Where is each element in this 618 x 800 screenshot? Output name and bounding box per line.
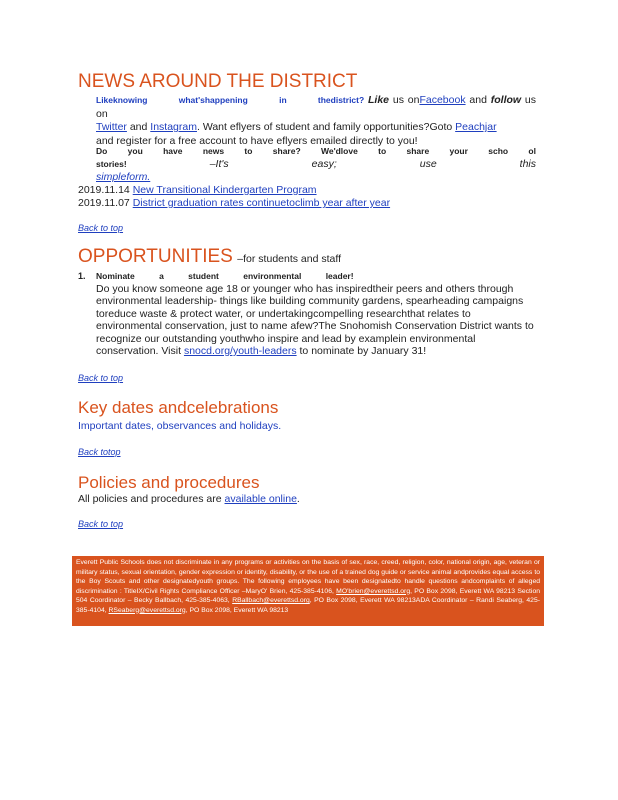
key-dates-subtitle: Important dates, observances and holidays. [78,420,282,432]
twitter-link[interactable]: Twitter [96,121,127,133]
opportunity-item-title: Nominate a student environmental leader! [96,271,354,281]
news-paragraph-2 [96,145,536,184]
eflyers-text: . Want eflyers of student and family opportunities?Goto [196,121,453,133]
back-to-top-link[interactable]: Back to top [78,223,124,233]
opportunity-item-tail: to nominate by January 31! [299,345,427,357]
policies-text: All policies and procedures are [78,493,222,505]
register-text: and register for a free account to have eflyers emailed directly to you! [96,134,418,147]
youth-leaders-link[interactable]: snocd.org/youth-leaders [183,345,297,357]
news-paragraph-1 [96,94,536,148]
back-to-top-link[interactable]: Back to top [78,373,124,383]
and-text-2: and [129,121,148,133]
seaberg-email-link[interactable]: RSeaberg@everettsd.org [108,606,186,614]
news-heading: NEWS AROUND THE DISTRICT [78,71,358,92]
and-text: and [469,94,487,106]
news-item-date: 2019.11.14 [78,184,130,196]
like-text: Like [368,94,390,106]
footer-text: , PO Box 2098, Everett WA 98213 [185,606,289,614]
easy-text: –It's easy; use this [209,158,536,170]
policies-online-link[interactable]: available online [224,493,297,505]
obrien-email-link[interactable]: MO'brien@everettsd.org [336,587,411,595]
news-item-link[interactable]: District graduation rates continuetoclimb year after year [132,197,391,209]
news-intro: Likeknowing what'shappening in thedistrict? [96,95,365,105]
news-item-date: 2019.11.07 [78,197,130,209]
opportunity-item [78,270,538,358]
news-list [78,184,390,210]
facebook-link[interactable]: Facebook [419,94,466,106]
share-news-text: Do you have news to share? We'dlove to share your scho ol stories! [96,146,536,169]
policies-heading: Policies and procedures [78,473,260,492]
ballbach-email-link[interactable]: RBallbach@everettsd.org [232,597,310,604]
opportunity-item-number: 1. [78,271,86,281]
policies-text-row [78,493,300,505]
instagram-link[interactable]: Instagram [150,121,197,133]
us-on-text-2: us on [96,94,537,120]
back-to-top-link[interactable]: Back totop [78,447,121,457]
opportunity-item-body: Do you know someone age 18 or younger who has inspiredtheir peers and others through environmental leadership- things like building community gardens, spearheading campaigns toreduce waste & protect water, or undertakingcompelling researchthat relates to environmental conservation, just to name afew?The Snohomish Conservation District wants to recognize our outstanding youthwho inspire and lead by examplein environmental conservation. Visit [96,282,534,357]
key-dates-heading: Key dates andcelebrations [78,398,279,417]
opportunities-heading: OPPORTUNITIES [78,246,233,267]
news-item [78,184,390,197]
simple-form-link[interactable]: simpleform. [96,171,151,183]
peachjar-link[interactable]: Peachjar [455,121,497,133]
news-item-link[interactable]: New Transitional Kindergarten Program [132,184,317,196]
opportunities-heading-row [78,246,341,268]
footer-text: , PO Box 2098, Everett WA 98213ADA Coordinator – Randi Seaberg, 425-385-4104, [76,597,540,614]
policies-period: . [296,493,300,505]
us-on-text: us on [392,94,420,106]
nondiscrimination-footer [72,556,544,626]
follow-text: follow [490,94,522,106]
back-to-top-link[interactable]: Back to top [78,519,124,529]
footer-text: , PO Box 2098, Everett WA 98213 Section 504 Coordinator – Becky Ballbach, 425-385-4063, [76,587,540,604]
opportunities-subheading: –for students and staff [237,253,342,265]
footer-text: Everett Public Schools does not discriminate in any programs or activities on the basis of sex, race, creed, religion, color, national origin, age, veteran or military status, sexual orientation, gender expression or identity, disability, or the use of a trained dog guide or service animal andprovides equal access to the Boy Scouts and other designatedyouth groups. The following employees have been designatedto handle questions andcomplaints of alleged discrimination : TitleIX/Civil Rights Compliance Officer –MaryO' Brien, 425-385-4106, [76,559,540,595]
news-item [78,197,390,210]
